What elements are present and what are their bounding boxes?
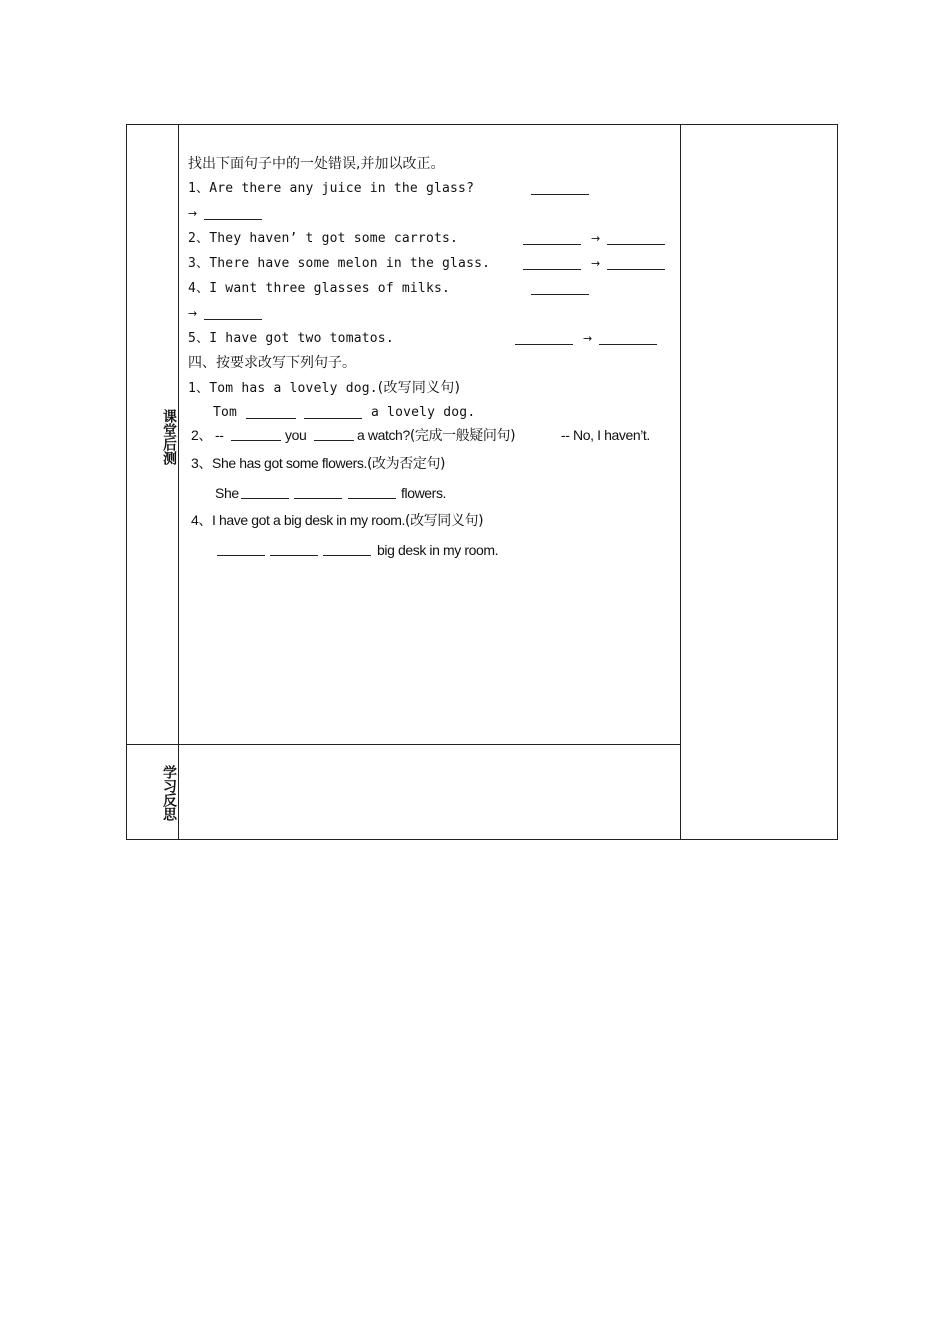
- rewrite-item-4: [191, 511, 483, 530]
- rewrite-item-2-part1: you: [285, 427, 307, 443]
- answer-blank[interactable]: [607, 257, 665, 270]
- item-text: They haven’ t got some carrots.: [209, 231, 459, 246]
- answer-blank[interactable]: [348, 486, 396, 499]
- reflection-writing-area[interactable]: [179, 745, 681, 839]
- answer-blank[interactable]: [314, 428, 354, 441]
- answer-blank[interactable]: [204, 207, 262, 220]
- arrow-icon: →: [583, 332, 593, 345]
- item-text: Tom has a lovely dog.: [209, 381, 378, 396]
- item-text: There have some melon in the glass.: [209, 256, 491, 271]
- rewrite-item-4-answer-end: big desk in my room.: [377, 542, 499, 558]
- instruction-note: (改写同义句): [377, 380, 461, 396]
- item-number: 2、: [188, 231, 210, 246]
- arrow-icon: →: [591, 232, 601, 245]
- answer-blank[interactable]: [523, 232, 581, 245]
- arrow-icon: →: [591, 257, 601, 270]
- answer-blank[interactable]: [231, 428, 281, 441]
- correction-item-4: [188, 280, 450, 298]
- rewrite-item-2: [191, 426, 212, 444]
- item-number: 3、: [191, 455, 212, 471]
- item-text: She has got some flowers.: [212, 455, 367, 471]
- instruction-note: (改写同义句): [405, 513, 484, 529]
- error-correction-heading: 找出下面句子中的一处错误,并加以改正。: [188, 156, 445, 172]
- answer-blank[interactable]: [204, 307, 262, 320]
- rewrite-item-3-answer-end: flowers.: [401, 485, 447, 501]
- item-number: 1、: [188, 181, 210, 196]
- rewrite-item-2-part2: [357, 426, 515, 445]
- answer-blank[interactable]: [294, 486, 342, 499]
- answer-blank[interactable]: [323, 543, 371, 556]
- answer-blank[interactable]: [304, 406, 362, 419]
- instruction-note: (改为否定句): [366, 456, 446, 472]
- rewrite-item-1: [188, 379, 460, 398]
- item-text: I want three glasses of milks.: [209, 281, 451, 296]
- item-number: 3、: [188, 256, 210, 271]
- correction-item-1: [188, 180, 474, 198]
- answer-blank[interactable]: [270, 543, 318, 556]
- instruction-note: (完成一般疑问句): [409, 428, 516, 444]
- answer-blank[interactable]: [241, 486, 289, 499]
- classroom-test-label: 课堂后测: [161, 409, 177, 465]
- worksheet-table: [126, 124, 838, 840]
- correction-item-1-continuation: [188, 204, 197, 223]
- rewrite-item-1-answer-end: a lovely dog.: [371, 405, 476, 420]
- answer-blank[interactable]: [531, 282, 589, 295]
- rewrite-item-2-prefix: --: [215, 427, 224, 443]
- item-number: 2、: [191, 427, 212, 443]
- rewrite-item-2-reply: -- No, I haven’t.: [561, 427, 650, 443]
- item-text: I have got two tomatos.: [209, 331, 394, 346]
- item-number: 4、: [188, 281, 210, 296]
- answer-blank[interactable]: [246, 406, 296, 419]
- column-divider-right: [680, 125, 681, 839]
- answer-blank[interactable]: [531, 182, 589, 195]
- answer-blank[interactable]: [523, 257, 581, 270]
- answer-blank[interactable]: [217, 543, 265, 556]
- rewrite-item-3: [191, 454, 445, 473]
- rewrite-heading: 四、按要求改写下列句子。: [188, 355, 356, 371]
- correction-item-5: [188, 330, 394, 348]
- answer-start: Tom: [213, 405, 238, 420]
- answer-blank[interactable]: [607, 232, 665, 245]
- item-text: I have got a big desk in my room.: [212, 512, 406, 528]
- arrow-icon: →: [188, 207, 198, 220]
- rewrite-item-1-answer: [213, 404, 237, 422]
- reflection-label: 学习反思: [161, 765, 177, 821]
- rewrite-item-3-answer-start: She: [215, 485, 239, 501]
- correction-item-4-continuation: [188, 304, 197, 323]
- correction-item-3: [188, 255, 490, 273]
- correction-item-2: [188, 230, 458, 248]
- answer-blank[interactable]: [599, 332, 657, 345]
- item-number: 5、: [188, 331, 210, 346]
- item-number: 4、: [191, 512, 212, 528]
- question-text: a watch?: [357, 427, 410, 443]
- item-number: 1、: [188, 381, 210, 396]
- arrow-icon: →: [188, 307, 198, 320]
- column-divider-left: [178, 125, 179, 839]
- answer-blank[interactable]: [515, 332, 573, 345]
- item-text: Are there any juice in the glass?: [209, 181, 475, 196]
